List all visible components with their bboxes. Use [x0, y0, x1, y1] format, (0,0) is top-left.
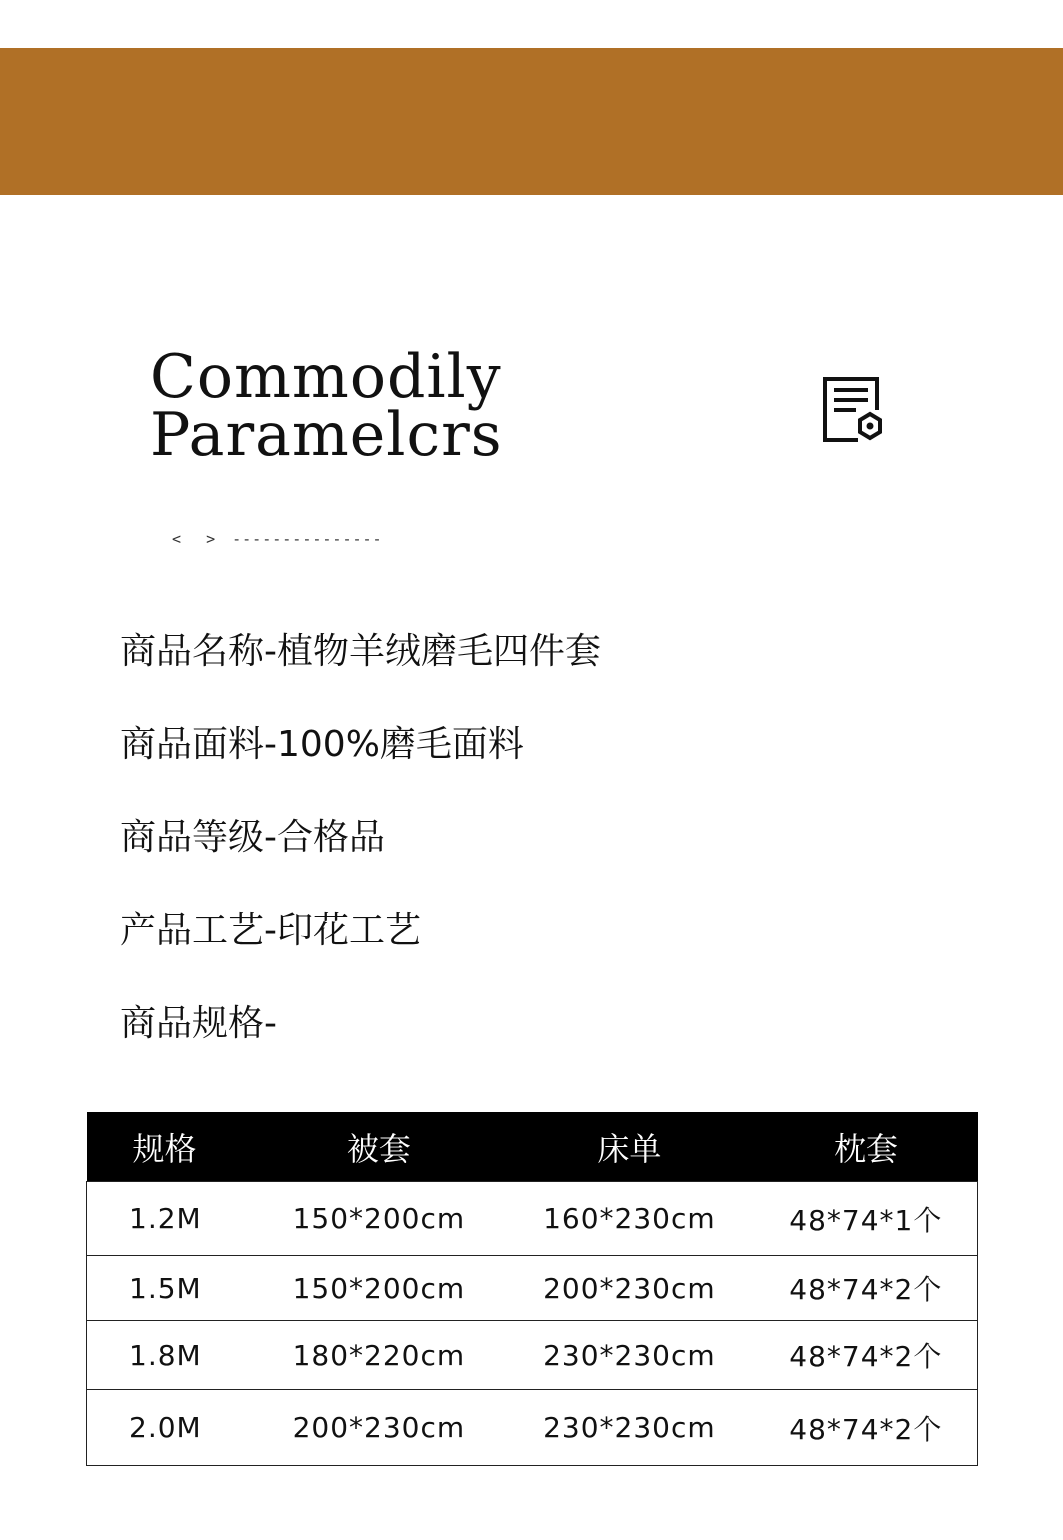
header-bed-sheet: 床单	[504, 1112, 754, 1182]
param-fabric: 商品面料-100%磨毛面料	[120, 724, 524, 765]
cell-duvet-cover: 150*200cm	[254, 1256, 504, 1321]
cell-bed-sheet: 200*230cm	[504, 1256, 754, 1321]
product-params	[120, 624, 601, 1089]
cell-pillowcase: 48*74*2个	[755, 1256, 978, 1321]
cell-duvet-cover: 200*230cm	[254, 1390, 504, 1466]
header-duvet-cover: 被套	[254, 1112, 504, 1182]
page-title	[150, 342, 503, 470]
cell-bed-sheet: 230*230cm	[504, 1390, 754, 1466]
cell-bed-sheet: 160*230cm	[504, 1182, 754, 1256]
param-spec: 商品规格-	[120, 1003, 277, 1044]
cell-size: 2.0M	[87, 1390, 254, 1466]
pager-nav	[172, 530, 383, 548]
cell-pillowcase: 48*74*1个	[755, 1182, 978, 1256]
cell-size: 1.8M	[87, 1321, 254, 1390]
cell-duvet-cover: 150*200cm	[254, 1182, 504, 1256]
title-line-2: Paramelcrs	[150, 400, 503, 470]
header-pillowcase: 枕套	[755, 1112, 978, 1182]
table-row	[87, 1390, 978, 1466]
cell-size: 1.5M	[87, 1256, 254, 1321]
param-grade: 商品等级-合格品	[120, 817, 385, 858]
cell-pillowcase: 48*74*2个	[755, 1390, 978, 1466]
param-name: 商品名称-植物羊绒磨毛四件套	[120, 631, 601, 672]
cell-bed-sheet: 230*230cm	[504, 1321, 754, 1390]
table-row	[87, 1256, 978, 1321]
table-header-row	[87, 1112, 978, 1182]
header-size: 规格	[87, 1112, 254, 1182]
dashed-divider: ---------------	[232, 530, 383, 548]
param-craft: 产品工艺-印花工艺	[120, 910, 421, 951]
cell-duvet-cover: 180*220cm	[254, 1321, 504, 1390]
document-settings-icon	[822, 376, 884, 444]
cell-pillowcase: 48*74*2个	[755, 1321, 978, 1390]
next-arrow[interactable]: >	[206, 530, 216, 548]
cell-size: 1.2M	[87, 1182, 254, 1256]
prev-arrow[interactable]: <	[172, 530, 182, 548]
header-color-band	[0, 48, 1063, 195]
title-line-1: Commodily	[150, 342, 502, 412]
table-row	[87, 1182, 978, 1256]
spec-table	[86, 1112, 978, 1466]
table-row	[87, 1321, 978, 1390]
